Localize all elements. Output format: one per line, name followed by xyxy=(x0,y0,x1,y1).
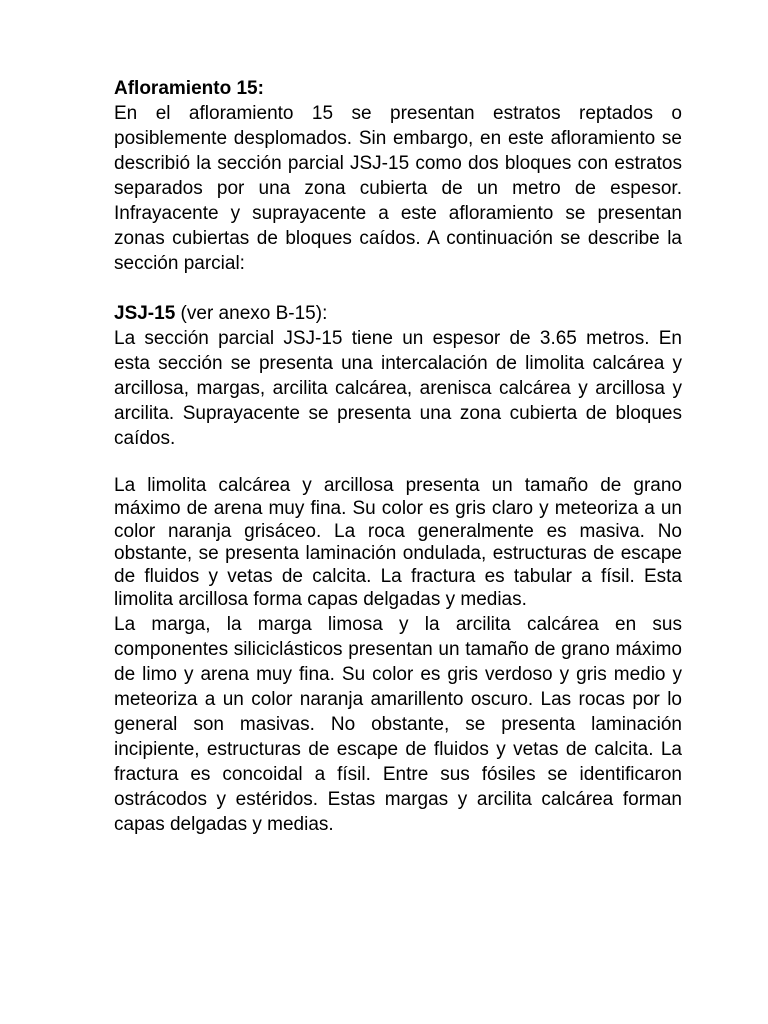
intro-paragraph: En el afloramiento 15 se presentan estratos reptados o posiblemente desplomados. Sin embargo, en este afloramiento se describió la sección parcial JSJ-15 como dos bloques con estratos separados por una zona cubierta de un metro de espesor. Infrayacente y suprayacente a este afloramiento se presentan zonas cubiertas de bloques caídos. A continuación se describe la sección parcial: xyxy=(114,103,682,274)
subsection-heading xyxy=(114,301,682,326)
limolita-paragraph: La limolita calcárea y arcillosa presenta un tamaño de grano máximo de arena muy fina. Su color es gris claro y meteoriza a un color naranja grisáceo. La roca generalmente es masiva. No obstante, se presenta laminación ondulada, estructuras de escape de fluidos y vetas de calcita. La fractura es tabular a físil. Esta limolita arcillosa forma capas delgadas y medias. xyxy=(114,475,682,610)
marga-paragraph: La marga, la marga limosa y la arcilita calcárea en sus componentes siliciclásticos presentan un tamaño de grano máximo de limo y arena muy fina. Su color es gris verdoso y gris medio y meteoriza a un color naranja amarillento oscuro. Las rocas por lo general son masivas. No obstante, se presenta laminación incipiente, estructuras de escape de fluidos y vetas de calcita. La fractura es concoidal a físil. Entre sus fósiles se identificaron ostrácodos y estéridos. Estas margas y arcilita calcárea forman capas delgadas y medias. xyxy=(114,613,682,835)
paragraph-spacer xyxy=(114,451,682,475)
subsection-code: JSJ-15 xyxy=(114,303,176,324)
section-summary-paragraph: La sección parcial JSJ-15 tiene un espesor de 3.65 metros. En esta sección se presenta una intercalación de limolita calcárea y arcillosa, margas, arcilita calcárea, arenisca calcárea y arcillosa y arcilita. Suprayacente se presenta una zona cubierta de bloques caídos. xyxy=(114,328,682,449)
text-column xyxy=(114,76,682,837)
subsection-reference: (ver anexo B-15): xyxy=(175,303,328,324)
section-title: Afloramiento 15: xyxy=(114,78,264,99)
paragraph-spacer xyxy=(114,276,682,301)
